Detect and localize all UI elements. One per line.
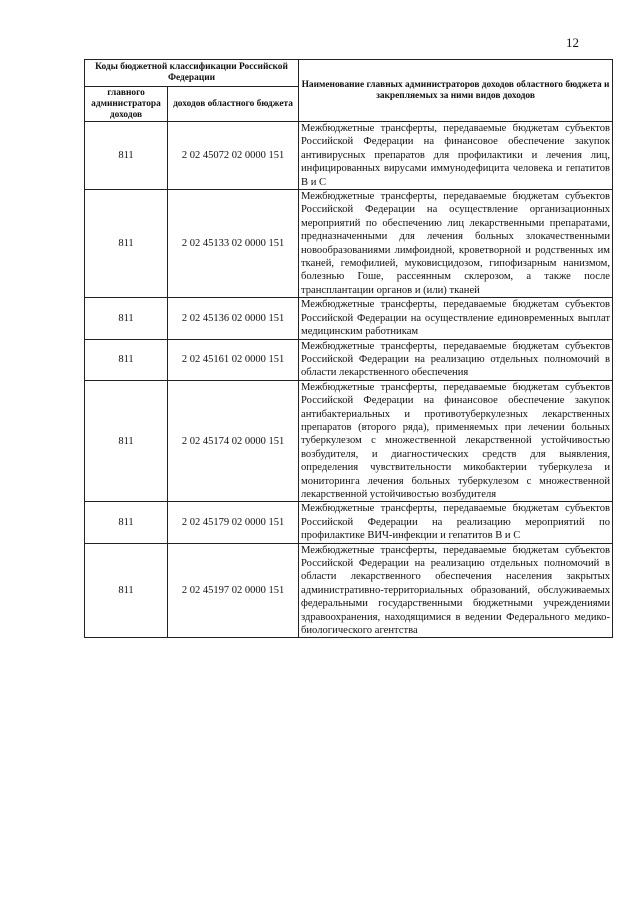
income-code-cell: 2 02 45133 02 0000 151 (168, 190, 299, 298)
table-row (85, 190, 613, 298)
table-row (85, 122, 613, 190)
income-description-cell: Межбюджетные трансферты, передаваемые бюджетам субъектов Российской Федерации на реализацию отдельных полномочий в области лекарственного обеспечения (299, 339, 613, 380)
admin-code-cell: 811 (85, 190, 168, 298)
income-code-cell: 2 02 45197 02 0000 151 (168, 543, 299, 638)
table-row (85, 543, 613, 638)
income-code-cell: 2 02 45072 02 0000 151 (168, 122, 299, 190)
income-description-cell: Межбюджетные трансферты, передаваемые бюджетам субъектов Российской Федерации на финансовое обеспечение закупок антивирусных препаратов для профилактики и лечения лиц, инфицированных вирусами иммунодефицита человека и гепатитов В и С (299, 122, 613, 190)
admin-code-cell: 811 (85, 122, 168, 190)
admin-code-cell: 811 (85, 298, 168, 339)
income-code-column-header: доходов областного бюджета (168, 87, 299, 122)
admin-code-cell: 811 (85, 543, 168, 638)
income-description-cell: Межбюджетные трансферты, передаваемые бюджетам субъектов Российской Федерации на осуществление единовременных выплат медицинским работникам (299, 298, 613, 339)
admin-code-cell: 811 (85, 380, 168, 502)
admin-code-column-header: главного администратора доходов (85, 87, 168, 122)
income-description-cell: Межбюджетные трансферты, передаваемые бюджетам субъектов Российской Федерации на реализацию мероприятий по профилактике ВИЧ-инфекции и гепатитов В и С (299, 502, 613, 543)
page-number: 12 (566, 35, 579, 50)
admin-code-cell: 811 (85, 339, 168, 380)
income-description-cell: Межбюджетные трансферты, передаваемые бюджетам субъектов Российской Федерации на реализацию отдельных полномочий в области лекарственного обеспечения населения закрытых административно-территориальных образований, обслуживаемых федеральными государственными бюджетными учреждениями здравоохранения, находящимися в ведении Федерального медико-биологического агентства (299, 543, 613, 638)
table-row (85, 380, 613, 502)
name-column-header: Наименование главных администраторов доходов областного бюджета и закрепляемых за ними видов доходов (299, 60, 613, 122)
income-code-cell: 2 02 45179 02 0000 151 (168, 502, 299, 543)
income-description-cell: Межбюджетные трансферты, передаваемые бюджетам субъектов Российской Федерации на финансовое обеспечение закупок антибактериальных и противотуберкулезных лекарственных препаратов (второго ряда), применяемых при лечении больных туберкулезом с множественной лекарственной устойчивостью возбудителя, и диагностических средств для выявления, определения чувствительности микобактерии туберкулеза и мониторинга лечения больных туберкулезом с множественной лекарственной устойчивостью возбудителя (299, 380, 613, 502)
table-row (85, 298, 613, 339)
income-code-cell: 2 02 45174 02 0000 151 (168, 380, 299, 502)
income-code-cell: 2 02 45136 02 0000 151 (168, 298, 299, 339)
income-code-cell: 2 02 45161 02 0000 151 (168, 339, 299, 380)
income-description-cell: Межбюджетные трансферты, передаваемые бюджетам субъектов Российской Федерации на осуществление организационных мероприятий по обеспечению лиц лекарственными препаратами, предназначенными для лечения больных злокачественными новообразованиями лимфоидной, кроветворной и родственных им тканей, гемофилией, муковисцидозом, гипофизарным нанизмом, болезнью Гоше, рассеянным склерозом, а также после трансплантации органов и (или) тканей (299, 190, 613, 298)
table-row (85, 339, 613, 380)
codes-group-header: Коды бюджетной классификации Российской Федерации (85, 60, 299, 87)
admin-code-cell: 811 (85, 502, 168, 543)
table-row (85, 502, 613, 543)
budget-classification-table (84, 59, 613, 638)
